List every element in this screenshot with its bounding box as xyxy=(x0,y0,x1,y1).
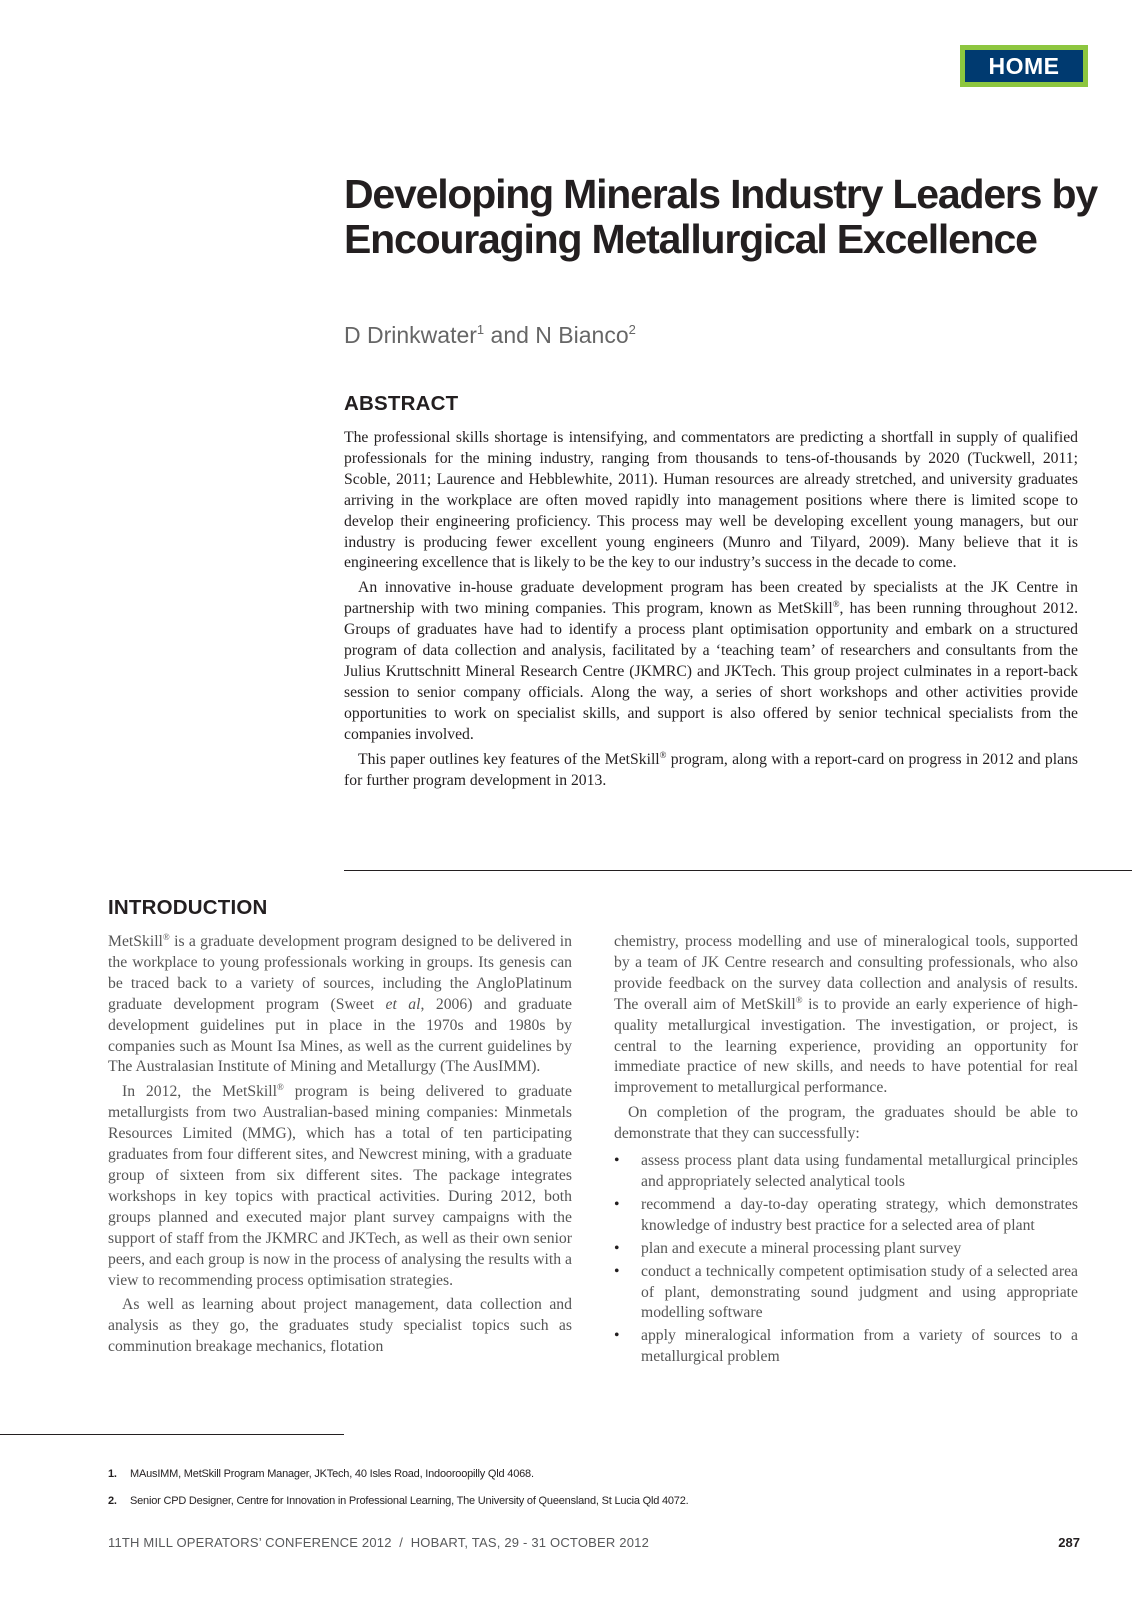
left-column xyxy=(108,932,572,1358)
introduction-heading: INTRODUCTION xyxy=(108,896,268,919)
bullet-icon: • xyxy=(614,1262,620,1280)
bullet-icon: • xyxy=(614,1195,620,1213)
registered-mark: ® xyxy=(795,994,803,1005)
conference-footer: 11TH MILL OPERATORS’ CONFERENCE 2012 / HOBART, TAS, 29 - 31 OCTOBER 2012 xyxy=(108,1535,649,1550)
right-column xyxy=(614,932,1078,1370)
abstract-body xyxy=(344,428,1078,791)
registered-mark: ® xyxy=(832,599,840,610)
home-button[interactable]: HOME xyxy=(960,45,1088,87)
list-item xyxy=(614,1151,1078,1193)
list-item-text: plan and execute a mineral processing plant survey xyxy=(641,1239,962,1257)
registered-mark: ® xyxy=(277,1082,284,1093)
et-al: et al xyxy=(385,995,421,1013)
text-run: MetSkill xyxy=(108,933,163,950)
bullet-icon: • xyxy=(614,1152,620,1170)
bullet-icon: • xyxy=(614,1327,620,1345)
text-run: is a graduate development program designed to be delivered in the workplace to young professionals working in groups. Its genesis can be traced back to a variety of sources, including the AngloPlatinum graduate development program (Sweet xyxy=(108,933,572,1013)
list-item-text: recommend a day-to-day operating strategy, which demonstrates knowledge of industry best practice for a selected area of plant xyxy=(641,1195,1078,1234)
text-run: This paper outlines key features of the MetSkill xyxy=(358,750,660,768)
text-run: An innovative in-house graduate development program has been created by specialists at the JK Centre in partnership with two mining companies. This program, known as MetSkill xyxy=(344,579,1078,618)
body-paragraph: As well as learning about project management, data collection and analysis as they go, the graduates study specialist topics such as comminution breakage mechanics, flotation xyxy=(108,1296,572,1356)
paper-title: Developing Minerals Industry Leaders by Encouraging Metallurgical Excellence xyxy=(344,171,1097,262)
body-paragraph xyxy=(108,932,572,1078)
author-1-affiliation: 1 xyxy=(476,322,485,337)
body-paragraph xyxy=(108,1082,572,1291)
footnote-divider xyxy=(0,1434,344,1435)
footnote-1 xyxy=(108,1468,908,1480)
text-run: is to provide an early experience of high-quality metallurgical investigation. The investigation, or project, is central to the learning experience, providing an opportunity for immediate practice of new skills, and needs to have potential for real improvement to metallurgical performance. xyxy=(614,995,1078,1097)
list-item xyxy=(614,1239,1078,1260)
paper-authors xyxy=(344,322,636,349)
text-run: chemistry, process modelling and use of mineralogical tools, supported by a team of JK Centre research and consulting professionals, who also provide feedback on the survey data collection and analysis of results. The overall aim of MetSkill xyxy=(614,933,1078,1013)
list-item xyxy=(614,1326,1078,1368)
list-item-text: assess process plant data using fundamental metallurgical principles and appropriately selected analytical tools xyxy=(641,1152,1078,1190)
author-2-affiliation: 2 xyxy=(628,322,636,337)
list-item xyxy=(614,1262,1078,1325)
abstract-paragraph: The professional skills shortage is intensifying, and commentators are predicting a shortfall in supply of qualified professionals for the mining industry, ranging from thousands to tens-of-thousands by 2020 (Tuckwell, 2011; Scoble, 2011; Laurence and Hebblewhite, 2011). Human resources are already stretched, and university graduates arriving in the workplace are often moved rapidly into management positions where there is limited scope to develop their engineering proficiency. This process may well be developing excellent young managers, but our industry is producing fewer excellent young engineers (Munro and Tilyard, 2009). Many believe that it is engineering excellence that is likely to be the key to our industry’s success in the decade to come. xyxy=(344,429,1078,572)
list-item-text: apply mineralogical information from a variety of sources to a metallurgical problem xyxy=(641,1327,1078,1366)
body-paragraph: On completion of the program, the graduates should be able to demonstrate that they can successfully: xyxy=(614,1104,1078,1143)
abstract-paragraph xyxy=(344,750,1078,792)
text-run: program is being delivered to graduate metallurgists from two Australian-based mining companies: Minmetals Resources Limited (MMG), which has a total of ten participating graduates from four different sites, and Newcrest mining, with a graduate group of sixteen from six different sites. The package integrates workshops in key topics with practical activities. During 2012, both groups planned and executed major plant survey campaigns with the support of staff from the JKMRC and JKTech, as well as their own senior peers, and each group is now in the process of analysing the results with a view to recommending process optimisation strategies. xyxy=(108,1083,572,1289)
author-1: D Drinkwater xyxy=(344,322,477,348)
text-run: , has been running throughout 2012. Groups of graduates have had to identify a process plant optimisation opportunity and embark on a structured program of data collection and analysis, facilitated by a ‘teaching team’ of researchers and consultants from the Julius Kruttschnitt Mineral Research Centre (JKMRC) and JKTech. This group project culminates in a report-back session to senior company officials. Along the way, a series of short workshops and other activities provide opportunities to work on specialist skills, and support is also offered by senior technical specialists from the companies involved. xyxy=(344,600,1078,743)
page-number: 287 xyxy=(1058,1535,1080,1550)
text-run: In 2012, the MetSkill xyxy=(122,1083,278,1101)
registered-mark: ® xyxy=(659,749,667,760)
outcomes-list xyxy=(614,1151,1078,1368)
registered-mark: ® xyxy=(162,932,170,942)
section-divider xyxy=(344,870,1132,871)
footnote-number: 1. xyxy=(108,1468,117,1480)
list-item xyxy=(614,1195,1078,1237)
footnote-text: Senior CPD Designer, Centre for Innovation in Professional Learning, The University of Queensland, St Lucia Qld 4072. xyxy=(130,1495,689,1507)
abstract-heading: ABSTRACT xyxy=(344,392,459,415)
footnote-number: 2. xyxy=(108,1495,117,1507)
list-item-text: conduct a technically competent optimisation study of a selected area of plant, demonstrating sound judgment and using appropriate modelling software xyxy=(641,1262,1078,1322)
footnote-2 xyxy=(108,1495,908,1507)
abstract-paragraph xyxy=(344,578,1078,745)
bullet-icon: • xyxy=(614,1239,620,1257)
text-run: , 2006) and graduate development guidelines put in place in the 1970s and 1980s by companies such as Mount Isa Mines, as well as the current guidelines by The Australasian Institute of Mining and Metallurgy (The AusIMM). xyxy=(108,995,572,1076)
body-paragraph xyxy=(614,932,1078,1099)
author-2: and N Bianco xyxy=(484,322,629,348)
text-run: program, along with a report-card on progress in 2012 and plans for further program development in 2013. xyxy=(344,750,1078,789)
footnote-text: MAusIMM, MetSkill Program Manager, JKTech, 40 Isles Road, Indooroopilly Qld 4068. xyxy=(130,1468,534,1480)
